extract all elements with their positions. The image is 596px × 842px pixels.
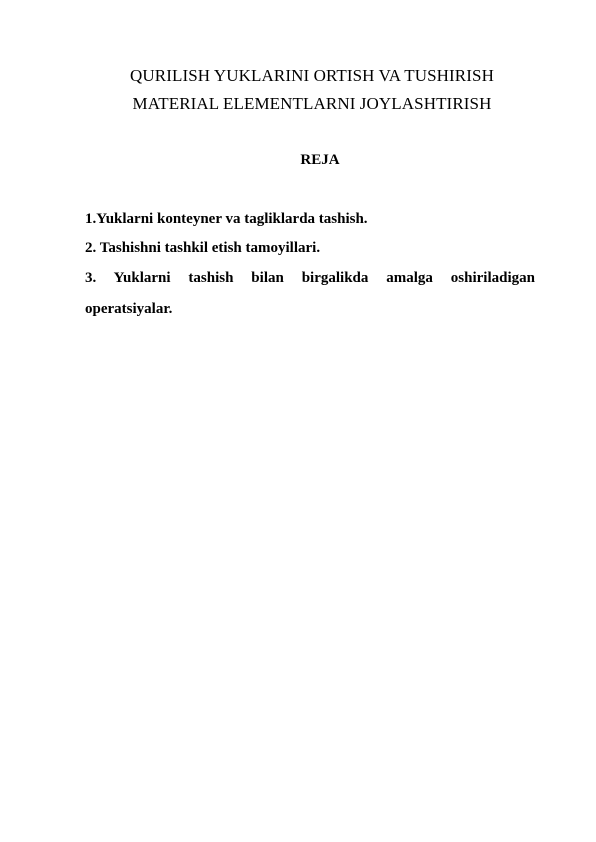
plan-item-3: 3. Yuklarni tashish bilan birgalikda amalga oshiriladigan: [85, 270, 535, 286]
section-heading: REJA: [300, 152, 340, 168]
document-title-line-1: QURILISH YUKLARINI ORTISH VA TUSHIRISH: [130, 66, 494, 85]
plan-item-3-continuation: operatsiyalar.: [85, 301, 173, 317]
plan-item-2: 2. Tashishni tashkil etish tamoyillari.: [85, 240, 321, 256]
document-title-line-2: MATERIAL ELEMENTLARNI JOYLASHTIRISH: [132, 94, 492, 113]
plan-item-1: 1.Yuklarni konteyner va tagliklarda tashish.: [85, 211, 368, 227]
